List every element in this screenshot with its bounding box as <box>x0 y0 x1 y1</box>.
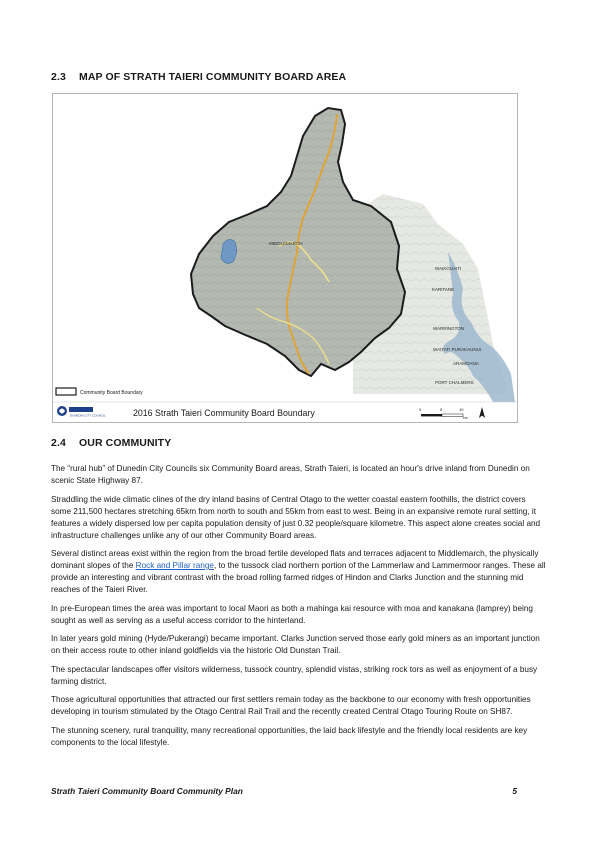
paragraph: The spectacular landscapes offer visitors wilderness, tussock country, splendid vistas, striking rock tors as well as enjoyment of a busy farming district. <box>51 664 538 686</box>
paragraph: The “rural hub” of Dunedin City Councils six Community Board areas, Strath Taieri, is located an hour's drive inland from Dunedin on scenic State Highway 87. <box>51 464 530 485</box>
map-caption: 2016 Strath Taieri Community Board Boundary <box>133 408 315 418</box>
scale-unit: km <box>463 416 468 420</box>
section-title: OUR COMMUNITY <box>79 437 172 449</box>
paragraph: Those agricultural opportunities that attracted our first settlers remain today as the backbone to our economy with fresh opportunities developing in tourism stimulated by the Otago Central Rail Trail and the recently created Central Otago Touring Route on SH87. <box>51 695 531 716</box>
page-number: 5 <box>512 786 517 796</box>
place-label: WARRINGTON <box>433 326 464 331</box>
logo-text: DUNEDIN CITY COUNCIL <box>70 413 106 418</box>
place-label: WAITATI PURAKAUNUI <box>433 347 482 352</box>
place-label: MIDDLEMARCH <box>269 241 303 246</box>
place-label: KARITANE <box>432 287 455 292</box>
paragraph-text: , to the tussock clad northern portion of the Lammerlaw and Lammermoor ranges. These all provide an interesting and vibrant contrast with the broad rolling farmed ridges of Hindon and Clarks Junction and the stunning mid reaches of the Taieri River. <box>51 561 546 594</box>
section-number: 2.3 <box>51 71 66 83</box>
section-title: MAP OF STRATH TAIERI COMMUNITY BOARD AREA <box>79 71 347 83</box>
place-label: ARAMOANA <box>453 361 479 366</box>
community-text <box>51 463 546 755</box>
section-heading-community <box>51 437 171 449</box>
paragraph: The stunning scenery, rural tranquility, many recreational opportunities, the laid back lifestyle and the friendly local residents are key components to the local lifestyle. <box>51 725 528 747</box>
paragraph: In pre-European times the area was important to local Maori as both a mahinga kai resource with moa and kanakana (lamprey) being sought as well as serving as a useful access corridor to the hinterland. <box>51 603 533 625</box>
rock-and-pillar-link[interactable]: Rock and Pillar range <box>135 561 214 570</box>
section-number: 2.4 <box>51 437 66 449</box>
footer-title: Strath Taieri Community Board Community Plan <box>51 786 243 796</box>
section-heading-map <box>51 71 346 83</box>
paragraph <box>51 548 546 596</box>
map-legend <box>56 388 143 396</box>
place-label: PORT CHALMERS <box>435 380 474 385</box>
scale-label: 5 <box>440 407 443 412</box>
strath-taieri-map <box>52 93 518 423</box>
page-footer <box>51 786 517 796</box>
scale-label: 0 <box>419 407 422 412</box>
paragraph-text: Several distinct areas exist within the region from the broad fertile developed flats and terraces adjacent to Middlemarch, the physically dominant slopes of the <box>51 549 539 570</box>
paragraph: Straddling the wide climatic clines of the dry inland basins of Central Otago to the wetter coastal eastern foothills, the district covers some 211,500 hectares stretching 65km from north to south and 55km from east to west. Being in an expansive remote rural setting, it features a widely dispersed low per capita population density of just 0.32 people/square kilometre. This aspect alone creates social and infrastructure challenges unlike any of our other Community Board areas. <box>51 494 541 540</box>
legend-label: Community Board Boundary <box>80 390 143 396</box>
scale-label: 10 <box>459 407 464 412</box>
paragraph: In later years gold mining (Hyde/Pukerangi) became important. Clarks Junction served those early gold miners as an important junction on their access route to other inland goldfields via the historic Old Dunstan Trail. <box>51 634 540 655</box>
place-label: WAIKOUAITI <box>435 266 462 271</box>
